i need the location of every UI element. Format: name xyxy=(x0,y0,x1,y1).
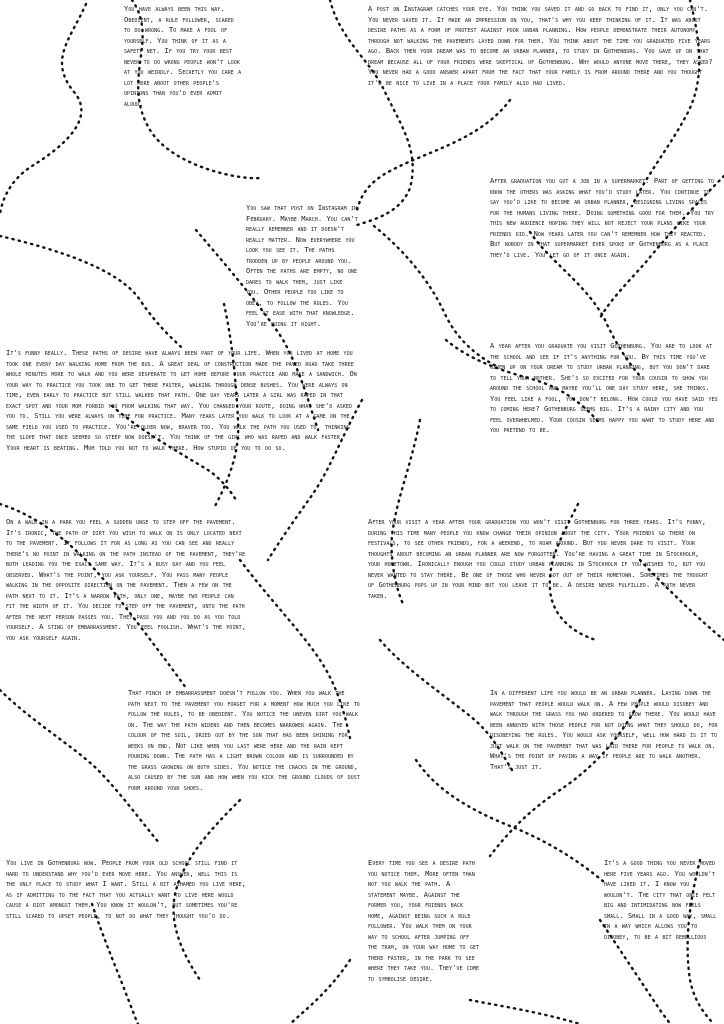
text-block-three-years: After your visit a year after your graduation you won't visit Gothenburg for three years. It's funny, during this time many people you know change their opinion about the city. Your friends go there on festivals, to see other friends, for a weekend, to roam around. But you never dare to visit. Your thoughts about becoming an urban planner are now forgotten. You're having a great time in Stockholm, your hometown. Ironically enough you could study urban planning in Stockholm if you wished to, but you never wanted to stay there. Be one of those who never got out of their hometown. Sometimes the thought of Gothenburg pops up in your mind but you leave it to be. A desire never fulfilled. A path never taken. xyxy=(368,517,708,600)
text-block-visit-gothenburg: A year after you graduate you visit Gothenburg. You are to look at the school and see if it's anything for you. By this time you've given up on your dream to study urban planning, but you don't dare to tell your mother. She's so excited for your cousin to show you around the school and maybe you'll one day study here, she thinks. You feel like a fool, you don't belong. How could you have said yes to coming here? Gothenburg seems big. It's a rainy city and you feel overwhelmed. Your cousin seems happy you want to study here and you pretend to be. xyxy=(490,341,718,435)
text-block-good-thing: It's a good thing you never moved here five years ago. You wouldn't have liked it. I know you wouldn't. The city that once felt big and intimidating now feels small. Small in a good way, small in a way which allows you to disobey, to be a bit rebellious xyxy=(604,858,717,941)
text-block-obedient: You have always been this way. Obedient, a rule follower, scared to do wrong. To make a fool of yourself. You think of it as a safety net. If you try your best never to do wrong people won't look at you weirdly. Secretly you care a lot more about other people's opinions than you'd ever admit aloud. xyxy=(124,4,242,108)
text-block-paths-of-desire: It's funny really. These paths of desire have always been part of your life. When you lived at home you took one every day walking home from the bus. A great deal of construction made the paved road take three whole minutes more to walk and you were desperate to get home before your practice and make a sandwich. On your way to practice you took one to get there faster, walking through dense bushes. You were always on time, even early to practice but still walked that path. One day years later a girl was raped in that exact spot and your mom forbid you from walking that way. You changed your route, doing what she'd asked you to. Still you were always on time for practice. Many years later you walk to look at a game on the same field you used to practice. You're older now, braver too. You walk the path you used to, thinking the slope that once seemed so steep now doesn't. You think of the girl who was raped and walk faster. Your heart is beating. Mom told you not to walk there. How stupid of you to do so. xyxy=(6,348,357,452)
desire-path xyxy=(0,4,86,214)
text-block-every-time: Every time you see a desire path you notice them. More often than not you walk the path. A statement maybe. Against the former you, your friends back home, against being such a rule follower. You walk them on your way to school after jumping off the tram, on your way home to get there faster, in the park to see where they take you. They've come to symbolise desire. xyxy=(368,858,480,984)
text-block-live-in-gothenburg: You live in Gothenburg now. People from your old school still find it hard to understand why you'd ever move here. You answer, well this is the only place to study what I want. Still a bit ashamed you live here, as if admitting to the fact that you actually want to live here would cause a riot amongst them. You know it wouldn't, but sometimes you're still scared to upset people, to not do what they thought you'd do. xyxy=(6,858,246,920)
text-block-supermarket: After graduation you got a job in a supermarket. Part of getting to know the others was asking what you'd study later. You continue to say you'd like to become an urban planner, designing living spaces for the humans living there. Doing something good for them. You try this new audience hoping they will not reject your plans like your friends did. Now years later you can't remember how they reacted. But nobody in that supermarket ever spoke of Gothenburg as a place they'd live. You let go of it once again. xyxy=(490,176,714,259)
text-block-embarrassment: That pinch of embarrassment doesn't follow you. When you walk the path next to the pavement you forget for a moment how much you like to follow the rules, to be obedient. You notice the uneven dirt you walk on. The way the path widens and then becomes narrower again. The colour of the soil, dried out by the sun that has been shining for weeks on end. Not like when you last were here and the rain kept pouring down. The path has a light brown colour and is surrounded by the grass growing on both sides. You notice the cracks in the ground, also caused by the sun and how when you kick the ground clouds of dust form around your shoes. xyxy=(128,688,360,792)
desire-path xyxy=(470,1000,580,1024)
desire-path xyxy=(0,236,184,350)
desire-path xyxy=(356,100,510,214)
text-block-instagram-post: A post on Instagram catches your eye. You think you saved it and go back to find it, only you can't. You never saved it. It made an impression on you, that's why you keep thinking of it. It was about desire paths as a form of protest against poor urban planning. How people demonstrate their autonomy through not walking the pavements layed down for them. You think about the time you graduated five years ago. Back then your dream was to become an urban planner, to study in Gothenburg. You gave up on that dream because all of your friends were skeptical of Gothenburg. Why would anyone move there, they asked? You never had a good answer apart from the fact that your family is from around there and you thought it'd be nice to live in a place your family also had lived. xyxy=(368,4,713,87)
desire-path xyxy=(374,226,496,366)
text-block-different-life: In a different life you would be an urban planner. Laying down the pavement that people would walk on. A few people would disobey and walk through the grass you had ordered to grow there. You would have been annoyed with those people for not doing what they should do, for disobeying the rules. You would ask yourself, well how hard is it to just walk on the pavement that was laid there for people to walk on. What's the point of paving a way if people are to walk another. That's just it. xyxy=(490,688,718,771)
desire-path xyxy=(290,960,350,1024)
text-block-february-post: You saw that post on Instagram in February. Maybe March. You can't really remember and it doesn't really matter. Now everywhere you look you see it. The paths trodden up by people around you. Often the paths are empty, no one dares to walk them, just like you. Other people too like to obey, to follow the rules. You feel at ease with that knowledge. You're doing it right. xyxy=(246,203,358,329)
desire-path xyxy=(92,904,138,1024)
text-block-park-walk: On a walk in a park you feel a sudden urge to step off the pavement. It's ironic, the path of dirt you wish to walk on is only located next to the pavement. It follows it for as long as you can see and really there's no point in walking on the path instead of the pavement, they're both leading you the exact same way. It's a busy day and you feel observed. What's the point, you ask yourself. You pass many people walking in the opposite direction on the pavement. Then a few on the path next to it. It's a narrow path, only one, maybe two people can fit the width of it. You decide to step off the pavement, onto the path after the next person passes you. They pass you and you do as you told yourself. A sting of embarrassment. You feel foolish. What's the point, you ask yourself again. xyxy=(6,517,246,643)
